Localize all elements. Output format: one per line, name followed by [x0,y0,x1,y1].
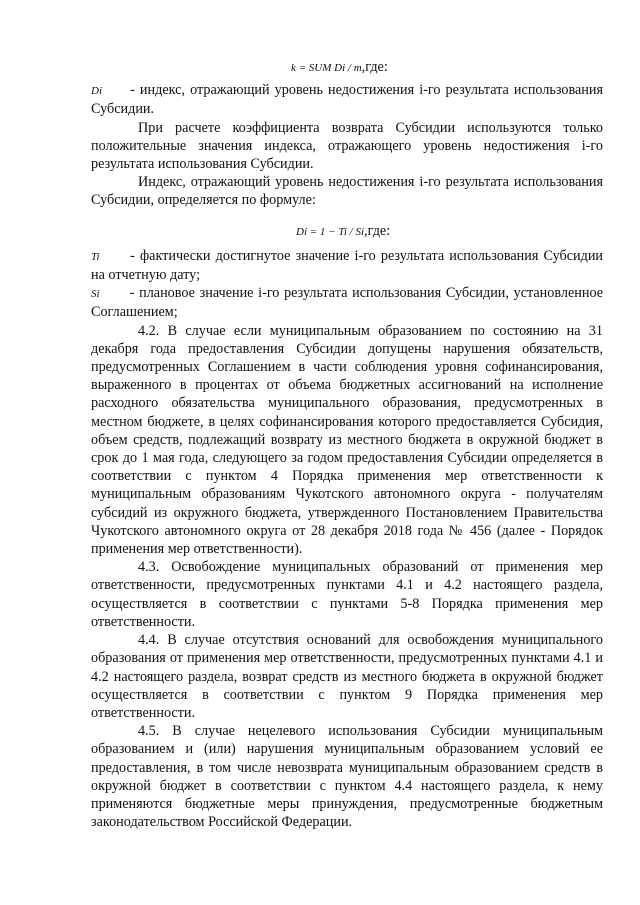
formula-d [296,222,603,241]
paragraph-4-3: 4.3. Освобождение муниципальных образований от применения мер ответственности, предусмотренных пунктами 4.1 и 4.2 настоящего раздела, осуществляется в соответствии с пунктами 5-8 Порядка применения мер ответственности. [91,559,603,630]
symbol-d: Di [91,85,102,98]
symbol-t: Ti [91,250,100,263]
formula-d-suffix: ,где: [364,222,391,239]
formula-k [291,58,603,77]
formula-d-expression: Di = 1 − Ti / Si [296,225,365,238]
definition-d-text: - индекс, отражающий уровень недостижения i-го результата использования Субсидии. [91,82,603,118]
definition-d [91,81,603,118]
definition-s-text: - плановое значение i-го результата использования Субсидии, установленное Соглашением; [91,285,604,321]
paragraph-4-2: 4.2. В случае если муниципальным образованием по состоянию на 31 декабря года предоставления Субсидии допущены нарушения обязательств, предусмотренных Соглашением в части соблюдения уровня софинансирования, выраженного в процентах от объема бюджетных ассигнований на исполнение расходного обязательства муниципального образования, предусмотренных в местном бюджете, в целях софинансирования которого предоставляется Субсидия, объем средств, подлежащий возврату из местного бюджета в окружной бюджет в срок до 1 мая года, следующего за годом предоставления Субсидии определяется в соответствии с пунктом 4 Порядка применения мер ответственности к муниципальным образованиям Чукотского автономного округа - получателям субсидий из окружного бюджета, утвержденного Постановлением Правительства Чукотского автономного округа от 28 декабря 2018 года № 456 (далее - Порядок применения мер ответственности). [91,322,603,558]
definition-t [91,247,603,284]
document-page [91,56,603,831]
paragraph-positive-values: При расчете коэффициента возврата Субсидии используются только положительные значения индекса, отражающего уровень недостижения i-го результата использования Субсидии. [91,119,603,173]
paragraph-4-5: 4.5. В случае нецелевого использования Субсидии муниципальным образованием и (или) нарушения муниципальным образованием условий ее предоставления, в том числе невозврата муниципальным образованием средств в окружной бюджет в соответствии с пунктом 4.4 настоящего раздела, к нему применяются бюджетные меры принуждения, предусмотренные бюджетным законодательством Российской Федерации. [91,723,603,831]
symbol-s: Si [91,288,100,301]
paragraph-index-formula: Индекс, отражающий уровень недостижения i-го результата использования Субсидии, определяется по формуле: [91,174,603,209]
paragraph-4-4: 4.4. В случае отсутствия оснований для освобождения муниципального образования от применения мер ответственности, предусмотренных пунктами 4.1 и 4.2 настоящего раздела, возврат средств из местного бюджета в окружной бюджет осуществляется в соответствии с пунктом 9 Порядка применения мер ответственности. [91,632,603,721]
formula-k-expression: k = SUM Di / m [291,62,362,74]
formula-k-suffix: ,где: [361,59,388,75]
definition-t-text: - фактически достигнутое значение i-го результата использования Субсидии на отчетную дату; [91,247,604,284]
definition-s [91,284,603,321]
